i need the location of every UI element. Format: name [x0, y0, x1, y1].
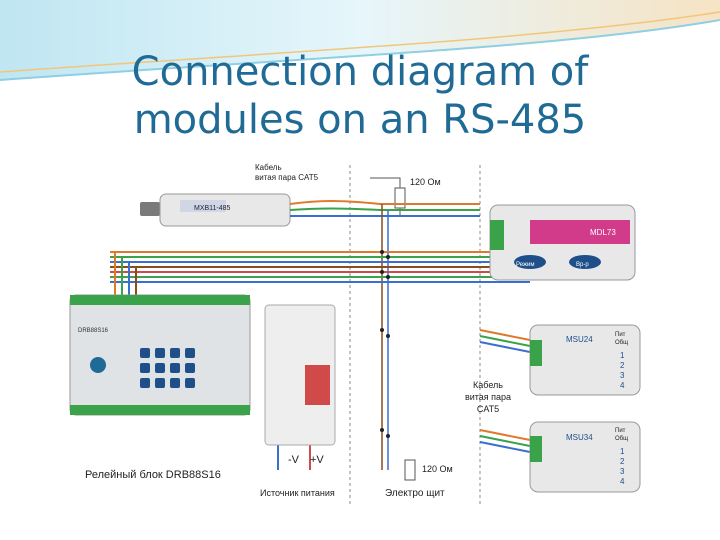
- msu24-col-2: Общ: [615, 340, 629, 346]
- resistor-bottom-label: 120 Ом: [422, 464, 453, 474]
- relay-model-small: DRB88S16: [78, 328, 109, 334]
- msu34-module: [530, 422, 640, 492]
- msu24-module: [530, 325, 640, 395]
- cable-label-top-2: витая пара CAT5: [255, 173, 319, 182]
- msu24-col-1: Пит: [615, 332, 626, 338]
- cable-label-top-1: Кабель: [255, 163, 282, 172]
- cable-label-mid-3: CAT5: [476, 404, 500, 414]
- usb-module-label: MXB11-485: [194, 205, 231, 212]
- msu24-num-3: 3: [620, 371, 625, 380]
- cable-label-mid-2: витая пара: [464, 392, 512, 402]
- minus-v-label: -V: [288, 454, 299, 466]
- power-supply-caption: Источник питания: [260, 488, 335, 498]
- relay-block-caption: Релейный блок DRB88S16: [85, 469, 221, 481]
- wiring-diagram: [60, 160, 650, 505]
- msu34-label: MSU34: [566, 433, 593, 442]
- mdl-module-label: MDL73: [590, 228, 616, 237]
- power-supply-module: [265, 305, 335, 445]
- usb-converter-module: [140, 194, 290, 226]
- msu24-label: MSU24: [566, 335, 593, 344]
- mdl-btn-left: Режим: [516, 262, 535, 268]
- cable-label-mid-1: Кабель: [473, 380, 503, 390]
- msu34-num-3: 3: [620, 467, 625, 476]
- panel-caption: Электро щит: [385, 488, 445, 499]
- msu34-num-2: 2: [620, 457, 625, 466]
- title-line-1: Connection diagram of: [131, 49, 589, 95]
- resistor-bottom-icon: [405, 460, 415, 480]
- resistor-top-label: 120 Ом: [410, 177, 441, 187]
- relay-block-module: [70, 295, 250, 415]
- plus-v-label: +V: [310, 454, 324, 466]
- msu24-num-2: 2: [620, 361, 625, 370]
- mdl73-module: [490, 205, 635, 280]
- msu34-col-1: Пит: [615, 428, 626, 434]
- title-line-2: modules on an RS-485: [133, 97, 587, 143]
- msu24-num-1: 1: [620, 351, 625, 360]
- msu24-num-4: 4: [620, 381, 625, 390]
- slide-title: [0, 48, 720, 144]
- msu34-col-2: Общ: [615, 436, 629, 442]
- mdl-btn-right: Вр-р: [576, 262, 589, 268]
- msu34-num-1: 1: [620, 447, 625, 456]
- msu34-num-4: 4: [620, 477, 625, 486]
